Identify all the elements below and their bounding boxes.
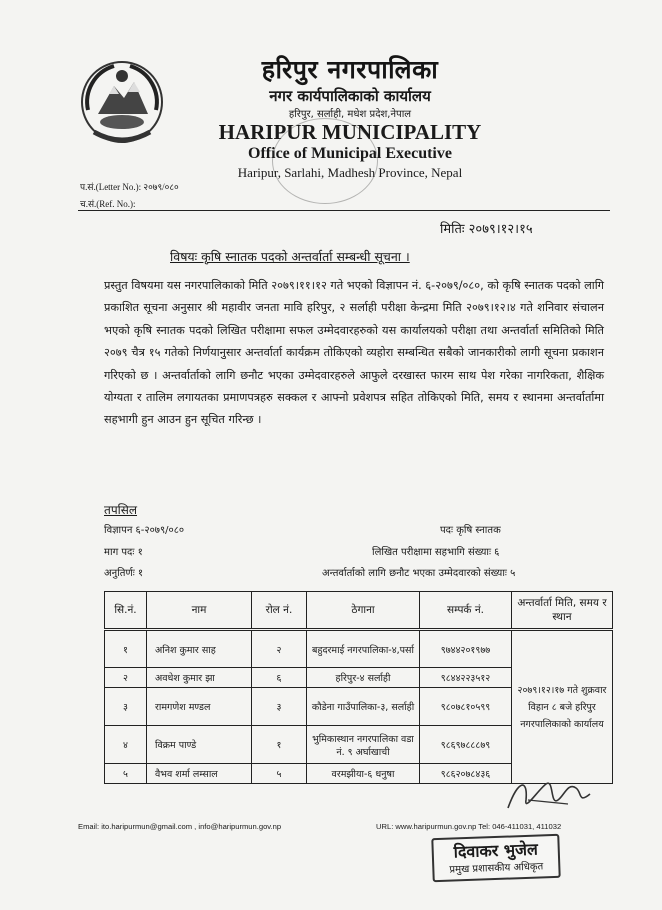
demand-post: माग पदः १	[104, 547, 143, 558]
signatory-name: दिवाकर भुजेल	[453, 839, 539, 862]
cell-sn: १	[105, 630, 147, 668]
cell-address: हरिपुर-४ सर्लाही	[307, 668, 420, 688]
details-heading: तपसिल	[104, 503, 138, 517]
selected-count: अन्तर्वार्ताको लागि छनौट भएका उम्मेदवारको संख्याः ५	[322, 568, 516, 579]
header-sn: सि.नं.	[105, 592, 147, 630]
advert-number: विज्ञापन ६-२०७९/०८०	[104, 525, 185, 536]
header-divider	[78, 210, 610, 211]
cell-name: विक्रम पाण्डे	[147, 726, 252, 764]
address-nepali: हरिपुर, सर्लाही, मधेश प्रदेश,नेपाल	[288, 109, 412, 120]
cell-sn: ३	[105, 688, 147, 726]
notice-subject: विषयः कृषि स्नातक पदको अन्तर्वार्ता सम्बन्धी सूचना ।	[170, 249, 410, 264]
candidate-table	[104, 591, 612, 784]
cell-sn: ५	[105, 764, 147, 784]
cell-contact: ९८६२०७८४३६	[420, 764, 512, 784]
nepal-emblem-icon	[74, 52, 170, 152]
cell-roll: ६	[252, 668, 307, 688]
signatory-stamp	[431, 834, 560, 882]
cell-contact: ९८४४२२३५१२	[420, 668, 512, 688]
header-contact: सम्पर्क नं.	[420, 592, 512, 630]
signatory-title: प्रमुख प्रशासकीय अधिकृत	[449, 861, 544, 876]
cell-roll: १	[252, 726, 307, 764]
cell-roll: ३	[252, 688, 307, 726]
letter-number: प.सं.(Letter No.): २०७९/०८०	[80, 182, 179, 192]
notice-body: प्रस्तुत विषयमा यस नगरपालिकाको मिति २०७९।११।१२ गते भएको विज्ञापन नं. ६-२०७९/०८०, को कृषि स्नातक पदको लागि प्रकाशित सूचना अनुसार श्री महावीर जनता मावि हरिपुर, २ सर्लाही परीक्षा केन्द्रमा मिति २०७९।१२।४ गते शनिवार संचालन भएको कृषि स्नातक पदको लिखित परीक्षामा सफल उम्मेदवारहरुको यस कार्यालयको परीक्षा तथा अन्तर्वार्ता समितिको मिति २०७९ चैत्र १५ गतेको निर्णयानुसार अन्तर्वार्ता कार्यक्रम तोकिएको व्यहोरा सम्बन्धित सबैको जानकारीको लागी सूचना प्रकाशन गरिएको छ । अन्तर्वार्ताको लागि छनौट भएका उम्मेदवारहरुले आफुले दरखास्त फारम साथ पेश गरेका नागरिकता, शैक्षिक योग्यता र तालिम लगायतका प्रमाणपत्रहरु सक्कल र आफ्नो प्रवेशपत्र सहित तोकिएको मिति, समय र स्थानमा अन्तर्वार्तामा सहभागी हुन आउन हुन सूचित गरिन्छ ।	[104, 279, 604, 427]
municipality-name-nepali: हरिपुर नगरपालिका	[261, 55, 439, 84]
written-exam-count: लिखित परीक्षामा सहभागि संख्याः ६	[372, 547, 500, 558]
cell-name: अवधेश कुमार झा	[147, 668, 252, 688]
header-address: ठेगाना	[307, 592, 420, 630]
cell-address: वरमझीया-६ धनुषा	[307, 764, 420, 784]
signature-icon	[498, 770, 598, 820]
cell-roll: ५	[252, 764, 307, 784]
header-name: नाम	[147, 592, 252, 630]
cell-roll: २	[252, 630, 307, 668]
cell-sn: ४	[105, 726, 147, 764]
ratio-text: अनुतिर्णः १	[104, 568, 144, 579]
cell-address: भुमिकास्थान नगरपालिका वडा नं. ९ अर्घाखाची	[307, 726, 420, 764]
office-seal-stamp	[272, 118, 378, 204]
cell-sn: २	[105, 668, 147, 688]
cell-name: रामगणेश मण्डल	[147, 688, 252, 726]
municipality-name-english: HARIPUR MUNICIPALITY	[218, 120, 482, 144]
notice-date: मितिः २०७९।१२।१५	[440, 222, 533, 237]
cell-address: कौडेना गाउँपालिका-३, सर्लाही	[307, 688, 420, 726]
table-header-row	[105, 592, 613, 630]
cell-name: वैभव शर्मा लम्साल	[147, 764, 252, 784]
address-english: Haripur, Sarlahi, Madhesh Province, Nepal	[237, 165, 463, 180]
cell-schedule: २०७९।१२।१७ गते शुक्रवार विहान ८ बजे हरिपुर नगरपालिकाको कार्यालय	[512, 630, 613, 784]
post-name: पदः कृषि स्नातक	[440, 525, 501, 536]
table-row	[105, 630, 613, 668]
reference-number: च.सं.(Ref. No.):	[80, 199, 136, 209]
cell-address: बहुदरमाई नगरपालिका-४,पर्सा	[307, 630, 420, 668]
office-name-english: Office of Municipal Executive	[248, 145, 452, 162]
office-name-nepali: नगर कार्यपालिकाको कार्यालय	[269, 87, 431, 105]
footer-email: Email: ito.haripurmun@gmail.com , info@haripurmun.gov.np	[78, 822, 282, 831]
cell-contact: ९८६९७८८८७९	[420, 726, 512, 764]
footer-url: URL: www.haripurmun.gov.np Tel: 046-411031, 411032	[376, 822, 562, 831]
header-roll: रोल नं.	[252, 592, 307, 630]
cell-contact: ९८०७८१०५९९	[420, 688, 512, 726]
cell-contact: ९७४४२०१९७७	[420, 630, 512, 668]
cell-name: अनिश कुमार साह	[147, 630, 252, 668]
header-schedule: अन्तर्वार्ता मिति, समय र स्थान	[512, 592, 613, 630]
